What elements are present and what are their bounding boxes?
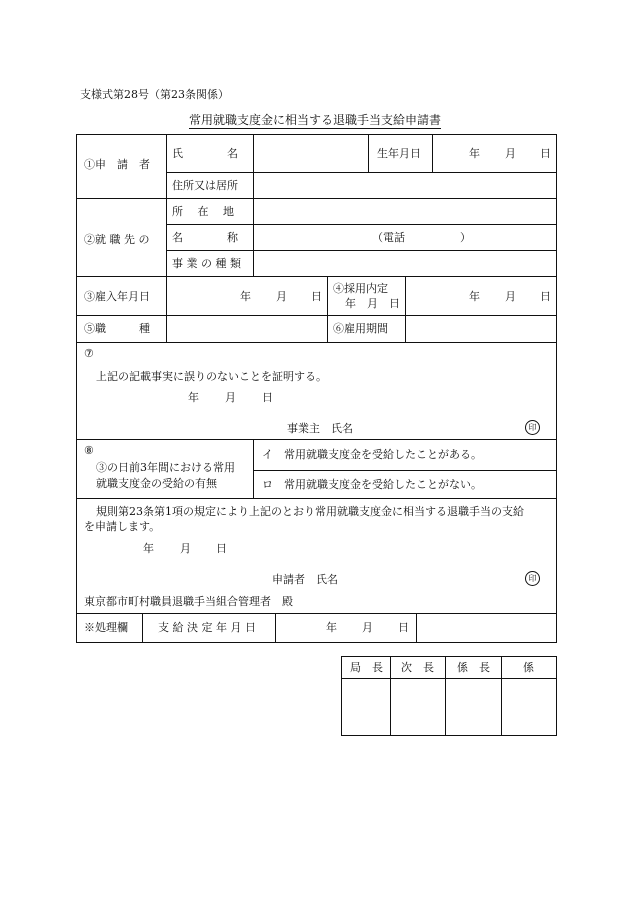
address-label: 住所又は居所: [172, 179, 238, 192]
applicant-section-label: ①申 請 者: [84, 158, 150, 171]
page-title: 常用就職支度金に相当する退職手当支給申請書: [188, 113, 441, 127]
certification-text: 上記の記載事実に誤りのないことを証明する。: [96, 370, 327, 383]
receipt-label-1: ③の日前3年間における常用: [96, 461, 235, 474]
approval-header-staff: 係: [523, 661, 534, 674]
employer-signer-label: 事業主 氏名: [287, 422, 353, 435]
stamp-cell-director[interactable]: [343, 681, 388, 733]
approval-header-deputy: 次 長: [401, 661, 434, 674]
receipt-option-no[interactable]: ロ 常用就職支度金を受給したことがない。: [262, 478, 482, 491]
job-type-label: ⑤職 種: [84, 322, 150, 335]
applicant-seal-icon: 印: [525, 571, 540, 586]
approval-header-chief: 係 長: [457, 661, 490, 674]
decision-date-label: 支 給 決 定 年 月 日: [158, 621, 256, 634]
job-type-field[interactable]: [169, 318, 324, 338]
processing-label: ※処理欄: [84, 621, 128, 634]
form-code: 支様式第28号（第23条関係）: [80, 88, 229, 101]
application-text-1: 規則第23条第1項の規定により上記のとおり常用就職支度金に相当する退職手当の支給: [96, 505, 524, 518]
company-name-label: 名 称: [172, 231, 238, 244]
application-text-2: を申請します。: [84, 520, 161, 533]
birth-date-label: 生年月日: [377, 147, 421, 160]
receipt-option-yes[interactable]: イ 常用就職支度金を受給したことがある。: [262, 448, 482, 461]
business-type-label: 事 業 の 種 類: [172, 257, 241, 270]
receipt-label-2: 就職支度金の受給の有無: [96, 477, 217, 490]
employment-period-field[interactable]: [408, 318, 553, 338]
certification-number: ⑦: [84, 347, 94, 360]
applicant-signer-label: 申請者 氏名: [272, 573, 338, 586]
offer-date-sublabel: 年 月 日: [345, 297, 400, 310]
business-type-field[interactable]: [256, 253, 554, 273]
employer-seal-icon: 印: [525, 420, 540, 435]
phone-field[interactable]: （電話 ）: [372, 231, 471, 244]
location-field[interactable]: [256, 201, 554, 221]
hire-date-label: ③雇入年月日: [84, 290, 150, 303]
stamp-cell-deputy[interactable]: [392, 681, 443, 733]
applicant-name-field[interactable]: [256, 141, 366, 169]
name-label: 氏 名: [172, 147, 238, 160]
addressee: 東京都市町村職員退職手当組合管理者 殿: [84, 595, 293, 608]
approval-header-director: 局 長: [350, 661, 383, 674]
offer-date-label: ④採用内定: [333, 282, 388, 295]
address-field[interactable]: [256, 175, 554, 195]
location-label: 所 在 地: [172, 205, 234, 218]
stamp-cell-chief[interactable]: [447, 681, 499, 733]
receipt-number: ⑧: [84, 444, 94, 457]
stamp-cell-staff[interactable]: [503, 681, 554, 733]
employment-period-label: ⑥雇用期間: [333, 322, 388, 335]
employer-section-label: ②就 職 先 の: [84, 233, 150, 246]
